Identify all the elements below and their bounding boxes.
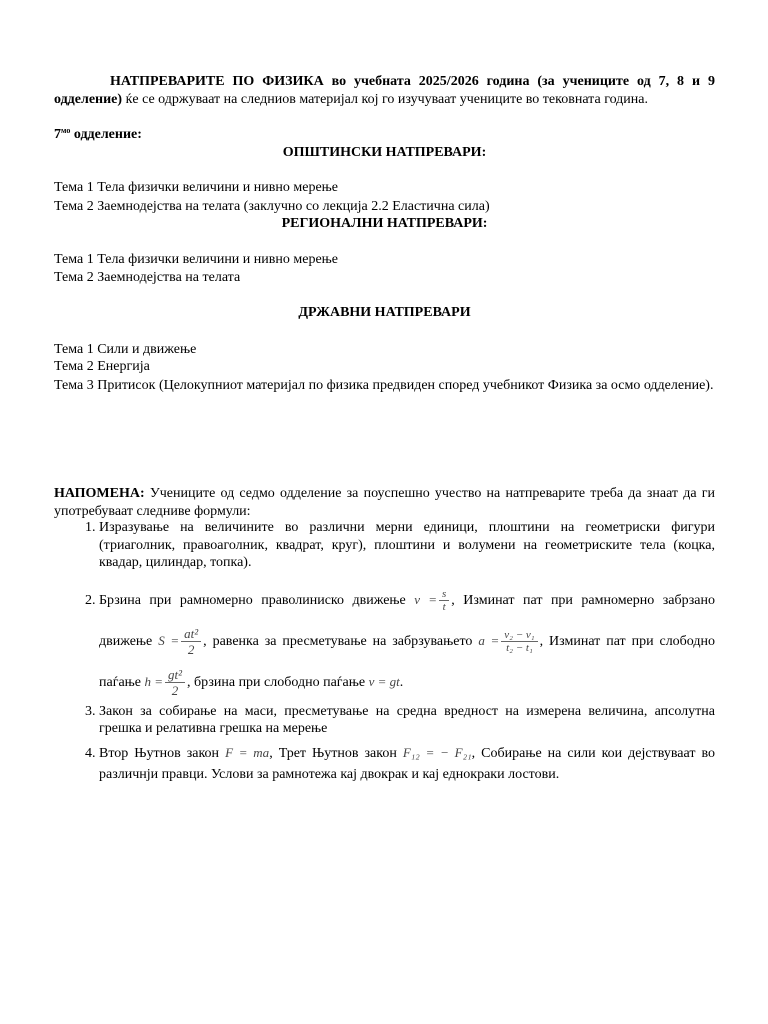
grade-label: одделение: [70,127,142,142]
state-heading: ДРЖАВНИ НАТПРЕВАРИ [298,305,471,320]
list-item [99,742,715,785]
grade-heading [54,127,142,143]
item-4-text-c: , Собирање на сили кои дејствуваат во различнји правци. Услови за рамнотежа кај двокрак и кај еднокраки лостови. [99,745,715,782]
municipal-topic-1: Тема 1 Тела физички величини и нивно мерење [54,180,339,195]
formula-third-law: F₁₂ = − F₂₁ [402,744,472,760]
formula-second-law: F = ma [225,744,270,760]
item-2-text-f: . [399,674,404,690]
item-4-text-a: Втор Њутнов закон [99,745,226,761]
grade-superscript: мо [61,126,71,135]
regional-heading: РЕГИОНАЛНИ НАТПРЕВАРИ: [281,216,488,231]
note-paragraph [54,485,715,520]
regional-topic-1: Тема 1 Тела физички величини и нивно мерење [54,252,339,267]
item-4-text-b: , Трет Њутнов закон [269,745,403,761]
note-text: Учениците од седмо одделение за поуспешно учество на натпреварите треба да знаат да ги употребуваат следниве формули: [54,486,715,519]
list-item [99,519,715,572]
municipal-topic-2: Тема 2 Заемнодејства на телата (заклучно со лекција 2.2 Еластична сила) [54,199,490,214]
grade-number: 7 [54,127,61,142]
municipal-heading: ОПШТИНСКИ НАТПРЕВАРИ: [282,145,487,160]
regional-topic-2: Тема 2 Заемнодејства на телата [54,270,241,285]
intro-paragraph [54,73,715,108]
item-3-text: Закон за собирање на маси, пресметување на средна вредност на измерена величина, апсолутна грешка и релативна грешка на мерење [99,703,715,736]
item-2-text-e: , брзина при слободно паѓање [187,674,369,690]
formula-free-fall-distance: h = $\frac{\text{gt²}}{2}$ [145,674,188,689]
item-2-text-d: , Изминат пат при слободно паѓање [99,633,716,690]
item-2-text-a: Брзина при рамномерно праволиниско движење [99,592,415,608]
item-2-text-b: , Изминат пат при рамномерно забрзано движење [99,592,716,649]
intro-bold: НАТПРЕВАРИТЕ ПО ФИЗИКА во учебната 2025/2026 година (за учениците од 7, 8 и 9 одделение) [54,74,715,107]
state-topic-2: Тема 2 Енергија [54,359,150,374]
list-item [99,580,715,703]
item-1-text: Изразување на величините во различни мерни единици, плоштини на геометриски фигури (триаголник, правоаголник, квадрат, круг), плоштини и волумени на геометриските тела (коцка, квадар, цилиндар, топка). [99,520,715,570]
state-topic-3: Тема 3 Притисок (Целокупниот материјал по физика предвиден според учебникот Физика за осмо одделение). [54,378,714,393]
formula-acceleration: a = $\frac{\text{v₂ − v₁}}{\text{t₂ − t₁}}$ [478,633,539,648]
note-label: НАПОМЕНА: [54,486,145,501]
formula-free-fall-velocity: v = gt [368,673,400,689]
list-item [99,703,715,738]
item-2-text-c: , равенка за пресметување на забрзувањето [203,633,479,649]
intro-rest: ќе се одржуваат на следниов материјал кој го изучуваат учениците во тековната година. [122,91,648,107]
formula-velocity: v = $\frac{s}{t}$ [414,592,451,607]
state-topic-1: Тема 1 Сили и движење [54,342,197,357]
formula-distance-accelerated: S = $\frac{\text{at²}}{2}$ [158,633,203,648]
formula-list [54,519,715,785]
